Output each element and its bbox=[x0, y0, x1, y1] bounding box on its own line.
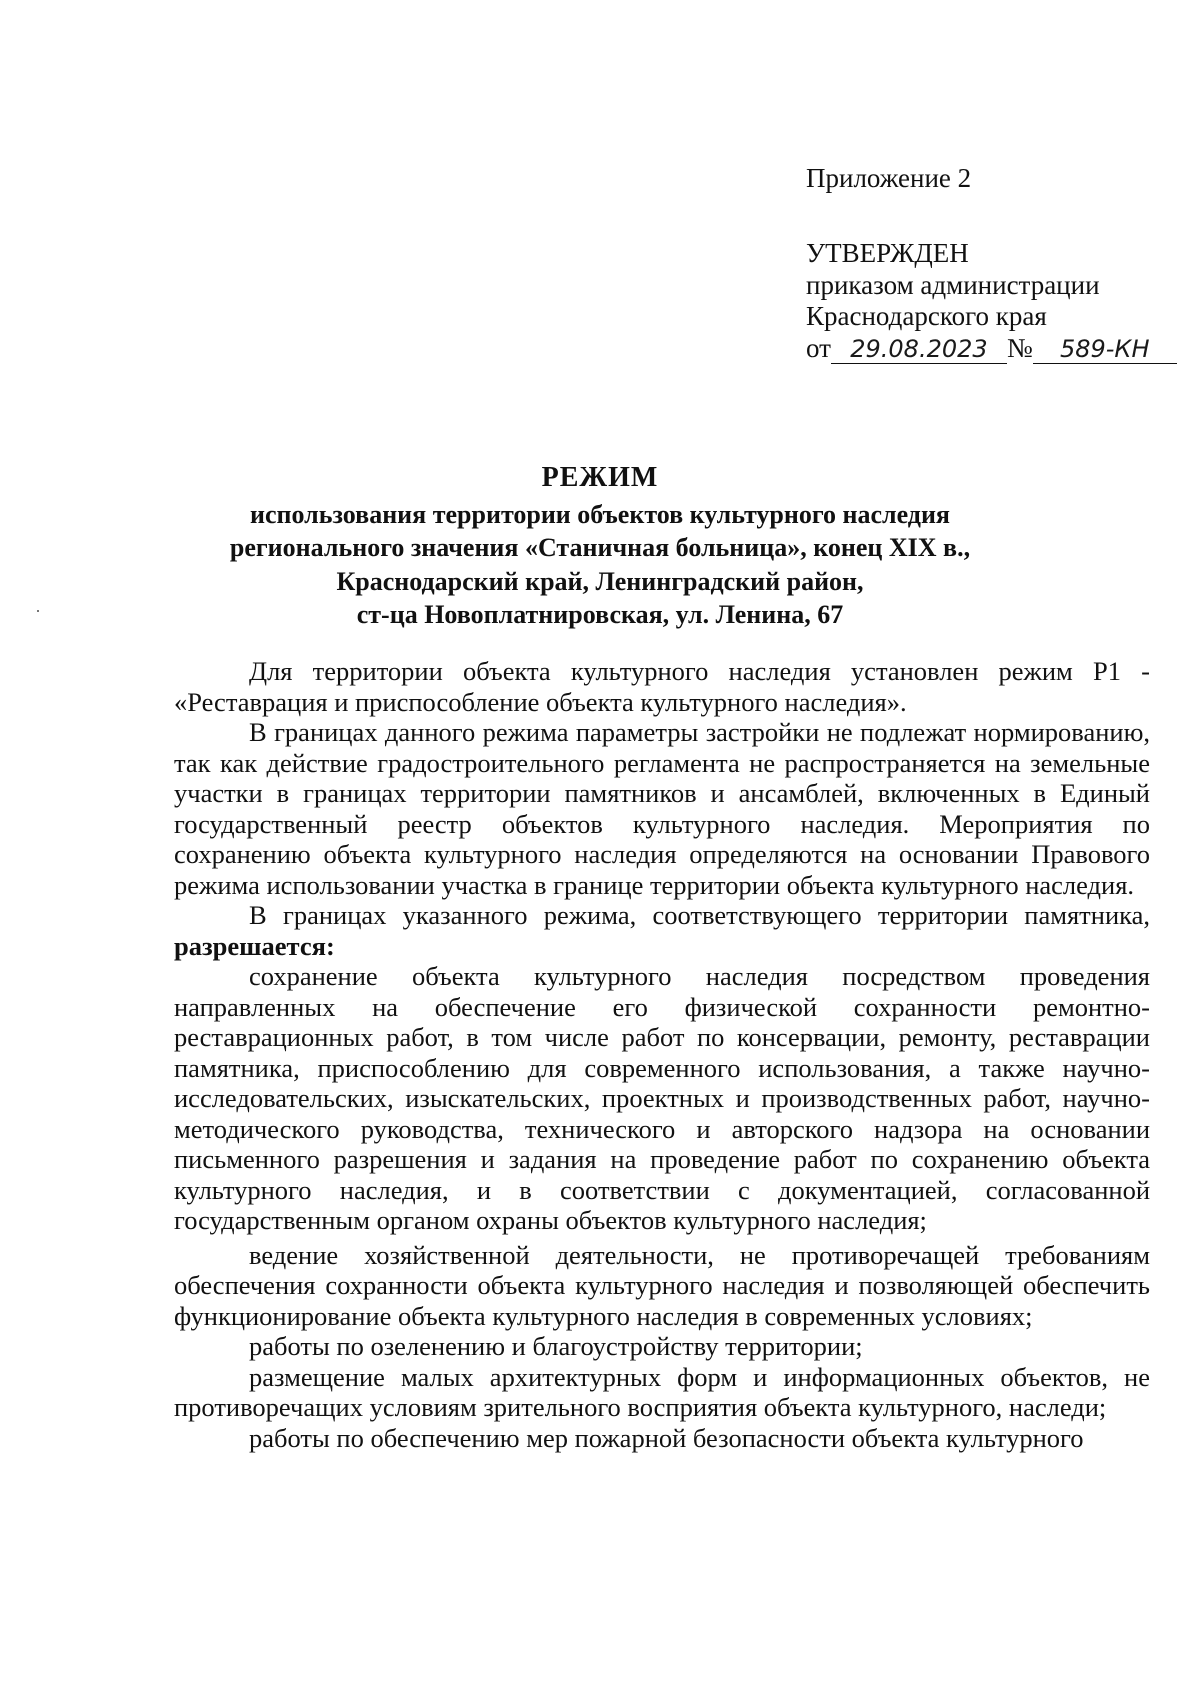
date-prefix: от bbox=[806, 332, 831, 363]
order-date-number-line bbox=[806, 333, 1177, 365]
title-main: РЕЖИМ bbox=[541, 462, 659, 493]
handwritten-order-number: 589-КН bbox=[1033, 335, 1177, 364]
permitted-keyword: разрешается: bbox=[174, 930, 335, 961]
approved-authority: Краснодарского края bbox=[806, 301, 1047, 332]
permitted-intro-text: В границах указанного режима, соответствующего территории памятника, bbox=[249, 900, 1150, 930]
paragraph-boundaries: В границах данного режима параметры застройки не подлежат нормированию, так как действие градостроительного регламента не распространяется на земельные участки в границах территории памятников и ансамблей, включенных в Единый государственный реестр объектов культурного наследия. Мероприятия по сохранению объекта культурного наследия определяются на основании Правового режима использовании участка в границе территории объекта культурного наследия. bbox=[174, 717, 1150, 900]
handwritten-date: 29.08.2023 bbox=[831, 335, 1007, 364]
paragraph-economic-activity: ведение хозяйственной деятельности, не противоречащей требованиям обеспечения сохранности объекта культурного наследия и позволяющей обеспечить функционирование объекта культурного наследия в современных условиях; bbox=[174, 1239, 1150, 1331]
paragraph-preservation: сохранение объекта культурного наследия посредством проведения направленных на обеспечение его физической сохранности ремонтно-реставрационных работ, в том числе работ по консервации, ремонту, реставрации памятника, приспособлению для современного использования, а также научно-исследовательских, изыскательских, проектных и производственных работ, научно-методического руководства, технического и авторского надзора на основании письменного разрешения и задания на проведение работ по сохранению объекта культурного наследия, и в соответствии с документацией, согласованной государственным органом охраны объектов культурного наследия; bbox=[174, 961, 1150, 1235]
title-line-2: регионального значения «Станичная больница», конец XIX в., bbox=[229, 533, 971, 563]
paragraph-fire-safety: работы по обеспечению мер пожарной безопасности объекта культурного bbox=[249, 1422, 1084, 1453]
number-prefix: № bbox=[1006, 332, 1033, 363]
paragraph-permitted-intro bbox=[174, 900, 1150, 961]
approval-block bbox=[806, 238, 1177, 364]
document-body bbox=[174, 656, 1150, 1453]
appendix-label: Приложение 2 bbox=[806, 163, 972, 193]
paragraph-landscaping: работы по озеленению и благоустройству территории; bbox=[249, 1331, 863, 1361]
title-line-3: Краснодарский край, Ленинградский район, bbox=[336, 566, 864, 596]
paragraph-small-forms: размещение малых архитектурных форм и информационных объектов, не противоречащих условиям зрительного восприятия объекта культурного, наследи; bbox=[174, 1361, 1150, 1422]
approved-heading: УТВЕРЖДЕН bbox=[806, 238, 969, 268]
title-line-1: использования территории объектов культурного наследия bbox=[250, 500, 950, 529]
approved-by-order: приказом администрации bbox=[806, 269, 1100, 300]
document-title bbox=[0, 462, 1200, 631]
paragraph-regime: Для территории объекта культурного наследия установлен режим Р1 - «Реставрация и приспособление объекта культурного наследия». bbox=[174, 656, 1150, 717]
title-line-4: ст-ца Новоплатнировская, ул. Ленина, 67 bbox=[356, 599, 844, 629]
